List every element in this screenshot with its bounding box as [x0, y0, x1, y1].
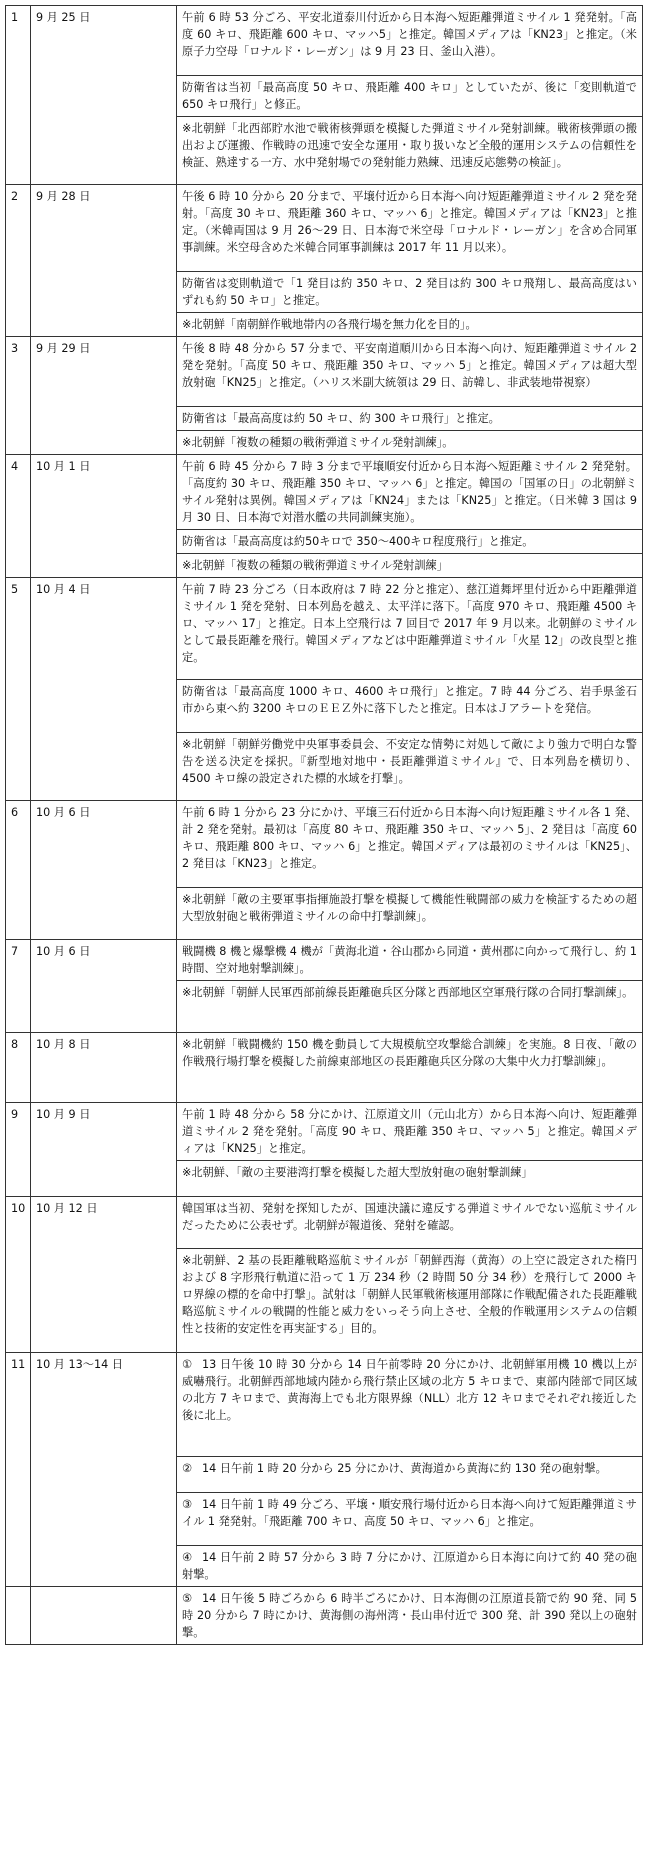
row-date-cell: [31, 1197, 177, 1353]
event-note-cell: [177, 1249, 643, 1353]
event-note-cell: [177, 1353, 643, 1457]
row-number: 5: [11, 583, 19, 596]
event-note-cell: [177, 1197, 643, 1249]
table-row: [6, 455, 643, 530]
event-note-text: 防衛省は「最高高度は約50キロで 350～400キロ程度飛行」と推定。: [182, 535, 534, 548]
event-note-cell: [177, 578, 643, 680]
row-date: 10 月 13～14 日: [36, 1358, 123, 1371]
event-note-text: ※北朝鮮「南朝鮮作戦地帯内の各飛行場を無力化を目的」。: [182, 318, 477, 331]
event-note-text: 防衛省は「最高高度は約 50 キロ、約 300 キロ飛行」と推定。: [182, 412, 500, 425]
row-date: 10 月 1 日: [36, 460, 91, 473]
event-note-text: 14 日午前 2 時 57 分から 3 時 7 分にかけ、江原道から日本海に向けて約 40 発の砲射撃。: [182, 1551, 637, 1581]
event-note-text: ※北朝鮮、2 基の長距離戦略巡航ミサイルが「朝鮮西海（黄海）の上空に設定された楕円および 8 字形飛行軌道に沿って 1 万 234 秒（2 時間 50 分 34 秒）を飛行して 2000 キロ界線の標的を命中打撃」。試射は「朝鮮人民軍戦術核運用部隊に作戦配備された長距離戦略巡航ミサイルの戦闘的性能と威力をいっそう向上させ、全般的作戦運用システムの信頼性と技術的安定性を再実証する」目的。: [182, 1254, 637, 1335]
event-note-text: ※北朝鮮「敵の主要軍事指揮施設打撃を模擬して機能性戦闘部の威力を検証するための超大型放射砲と戦術弾道ミサイルの命中打撃訓練」。: [182, 893, 637, 923]
event-note-text: 午前 6 時 53 分ごろ、平安北道泰川付近から日本海へ短距離弾道ミサイル 1 発発射。「高度 60 キロ、飛距離 600 キロ、マッハ5」と推定。韓国メディアは「KN23」と推定。（米原子力空母「ロナルド・レーガン」は 9 月 23 日、釜山入港）。: [182, 11, 637, 58]
row-number: 4: [11, 460, 19, 473]
row-date-cell: [31, 6, 177, 185]
event-note-text: 午前 6 時 45 分から 7 時 3 分まで平壌順安付近から日本海へ短距離ミサイル 2 発発射。「高度約 30 キロ、飛距離 350 キロ、マッハ 6」と推定。韓国の「国軍の日」の北朝鮮ミサイル発射は異例。韓国メディアは「KN24」または「KN25」と推定。（日米韓 3 国は 9 月 30 日、日本海で対潜水艦の共同訓練実施）。: [182, 460, 637, 524]
row-date-cell: [31, 337, 177, 455]
event-note-cell: [177, 554, 643, 578]
event-note-text: 午前 1 時 48 分から 58 分にかけ、江原道文川（元山北方）から日本海へ向け、短距離弾道ミサイル 2 発を発射。「高度 90 キロ、飛距離 350 キロ、マッハ 5」と推定。韓国メディアは「KN25」と推定。: [182, 1108, 637, 1155]
event-note-text: 13 日午後 10 時 30 分から 14 日午前零時 20 分にかけ、北朝鮮軍用機 10 機以上が威嚇飛行。北朝鮮西部地域内陸から飛行禁止区域の北方 5 キロまで、東部内陸部で同区域の北方 7 キロまで、黄海海上でも北方限界線（NLL）北方 12 キロまでそれぞれ接近した後に北上。: [182, 1358, 637, 1422]
table-row: [6, 185, 643, 272]
row-number: 11: [11, 1358, 26, 1371]
event-note-cell: [177, 801, 643, 888]
table-row: [6, 940, 643, 981]
table-row: [6, 337, 643, 407]
event-note-cell: [177, 733, 643, 801]
row-date-cell: [31, 1587, 177, 1645]
event-note-text: ※北朝鮮「北西部貯水池で戦術核弾頭を模擬した弾道ミサイル発射訓練。戦術核弾頭の搬出および運搬、作戦時の迅速で安全な運用・取り扱いなど全般的運用システムの信頼性を検証、熟達する一方、水中発射場での発射能力熟練、迅速反応態勢の検証」。: [182, 122, 637, 169]
row-date: 10 月 12 日: [36, 1202, 98, 1215]
event-note-cell: [177, 76, 643, 117]
event-note-text: 14 日午前 1 時 49 分ごろ、平壌・順安飛行場付近から日本海へ向けて短距離弾道ミサイル 1 発発射。「飛距離 700 キロ、高度 50 キロ、マッハ 6」と推定。: [182, 1498, 637, 1528]
event-note-cell: [177, 530, 643, 554]
event-note-text: ※北朝鮮「朝鮮人民軍西部前線長距離砲兵区分隊と西部地区空軍飛行隊の合同打撃訓練」。: [182, 986, 634, 999]
row-number-cell: [6, 1197, 31, 1353]
chronology-table-body: [6, 6, 643, 1645]
row-number: 6: [11, 806, 19, 819]
table-row: [6, 578, 643, 680]
row-date: 9 月 29 日: [36, 342, 91, 355]
row-number: 10: [11, 1202, 26, 1215]
event-note-text: 午前 6 時 1 分から 23 分にかけ、平壌三石付近から日本海へ向け短距離ミサイル各 1 発、計 2 発を発射。最初は「高度 80 キロ、飛距離 350 キロ、マッハ 5」、2 発目は「高度 60 キロ、飛距離 800 キロ、マッハ 6」と推定。韓国メディアは最初のミサイルは「KN25」、2 発目は「KN23」と推定。: [182, 806, 637, 870]
event-note-cell: [177, 680, 643, 733]
enumeration-marker: ③: [182, 1498, 193, 1511]
row-date-cell: [31, 940, 177, 1033]
row-number-cell: [6, 1587, 31, 1645]
event-note-cell: [177, 117, 643, 185]
row-number: 3: [11, 342, 19, 355]
row-date-cell: [31, 1033, 177, 1103]
event-note-cell: [177, 272, 643, 313]
event-note-cell: [177, 940, 643, 981]
row-number-cell: [6, 801, 31, 940]
chronology-table: [5, 5, 643, 1645]
row-date: 10 月 8 日: [36, 1038, 91, 1051]
event-note-text: 午前 7 時 23 分ごろ（日本政府は 7 時 22 分と推定）、慈江道舞坪里付近から中距離弾道ミサイル 1 発を発射、日本列島を越え、太平洋に落下。「高度 970 キロ、飛距離 4500 キロ、マッハ 17」と推定。日本上空飛行は 7 回目で 2017 年 9 月以来。北朝鮮のミサイルとして最長距離を飛行。韓国メディアなどは中距離弾道ミサイル「火星 12」の改良型と推定。: [182, 583, 637, 664]
row-number-cell: [6, 1033, 31, 1103]
event-note-text: 14 日午前 1 時 20 分から 25 分にかけ、黄海道から黄海に約 130 発の砲射撃。: [202, 1462, 607, 1475]
table-row: [6, 1353, 643, 1457]
row-date: 9 月 25 日: [36, 11, 91, 24]
row-number-cell: [6, 1353, 31, 1587]
event-note-cell: [177, 1103, 643, 1161]
enumeration-marker: ②: [182, 1462, 193, 1475]
row-number-cell: [6, 337, 31, 455]
event-note-cell: [177, 1457, 643, 1493]
table-row: [6, 801, 643, 888]
event-note-cell: [177, 431, 643, 455]
row-date-cell: [31, 578, 177, 801]
event-note-text: 午後 6 時 10 分から 20 分まで、平壌付近から日本海へ向け短距離弾道ミサイル 2 発を発射。「高度 30 キロ、飛距離 360 キロ、マッハ 6」と推定。韓国メディアは「KN23」と推定。（米韓両国は 9 月 26～29 日、日本海で米空母「ロナルド・レーガン」を含め合同軍事訓練。米空母含めた米韓合同軍事訓練は 2017 年 11 月以来）。: [182, 190, 637, 254]
enumeration-marker: ①: [182, 1358, 193, 1371]
event-note-text: 14 日午後 5 時ごろから 6 時半ごろにかけ、日本海側の江原道長箭で約 90 発、同 5 時 20 分から 7 時にかけ、黄海側の海州湾・長山串付近で 300 発、計 390 発以上の砲射撃。: [182, 1592, 637, 1639]
row-number-cell: [6, 6, 31, 185]
event-note-text: 防衛省は当初「最高高度 50 キロ、飛距離 400 キロ」としていたが、後に「変則軌道で 650 キロ飛行」と修正。: [182, 81, 637, 111]
row-number-cell: [6, 185, 31, 337]
row-number: 1: [11, 11, 19, 24]
event-note-text: ※北朝鮮「戦闘機約 150 機を動員して大規模航空攻撃総合訓練」を実施。8 日夜、「敵の作戦飛行場打撃を模擬した前線東部地区の長距離砲兵区分隊の大集中火力打撃訓練」。: [182, 1038, 637, 1068]
row-date-cell: [31, 1103, 177, 1197]
row-number: 2: [11, 190, 19, 203]
event-note-text: 戦闘機 8 機と爆撃機 4 機が「黄海北道・谷山郡から同道・黄州郡に向かって飛行し、約 1 時間、空対地射撃訓練」。: [182, 945, 637, 975]
event-note-text: 韓国軍は当初、発射を探知したが、国連決議に違反する弾道ミサイルでない巡航ミサイルだったために公表せず。北朝鮮が報道後、発射を確認。: [182, 1202, 637, 1232]
event-note-cell: [177, 1587, 643, 1645]
table-row: [6, 1103, 643, 1161]
row-number-cell: [6, 578, 31, 801]
row-number-cell: [6, 455, 31, 578]
event-note-cell: [177, 1033, 643, 1103]
event-note-cell: [177, 981, 643, 1033]
event-note-cell: [177, 1161, 643, 1197]
event-note-text: ※北朝鮮「複数の種類の戦術弾道ミサイル発射訓練」。: [182, 436, 454, 449]
event-note-text: ※北朝鮮「複数の種類の戦術弾道ミサイル発射訓練」: [182, 559, 448, 572]
event-note-cell: [177, 313, 643, 337]
row-date: 10 月 4 日: [36, 583, 91, 596]
row-date-cell: [31, 801, 177, 940]
table-row: [6, 6, 643, 76]
event-note-cell: [177, 888, 643, 940]
event-note-cell: [177, 6, 643, 76]
event-note-cell: [177, 1493, 643, 1546]
row-number: 7: [11, 945, 19, 958]
event-note-text: 防衛省は「最高高度 1000 キロ、4600 キロ飛行」と推定。7 時 44 分ごろ、岩手県釜石市から東へ約 3200 キロのＥＥＺ外に落下したと推定。日本はＪアラートを発信。: [182, 685, 637, 715]
row-date: 10 月 9 日: [36, 1108, 91, 1121]
event-note-cell: [177, 1546, 643, 1587]
row-date-cell: [31, 185, 177, 337]
event-note-cell: [177, 407, 643, 431]
row-number: 9: [11, 1108, 19, 1121]
table-row: [6, 1587, 643, 1645]
enumeration-marker: ④: [182, 1551, 193, 1564]
event-note-text: ※北朝鮮「朝鮮労働党中央軍事委員会、不安定な情勢に対処して敵により強力で明白な警告を送る決定を採択。『新型地対地中・長距離弾道ミサイル』で、日本列島を横切り、4500 キロ線の設定された標的水域を打撃」。: [182, 738, 637, 785]
table-row: [6, 1197, 643, 1249]
row-date-cell: [31, 455, 177, 578]
row-date: 9 月 28 日: [36, 190, 91, 203]
row-number-cell: [6, 1103, 31, 1197]
event-note-cell: [177, 185, 643, 272]
row-date-cell: [31, 1353, 177, 1587]
event-note-cell: [177, 455, 643, 530]
event-note-text: 防衛省は変則軌道で「1 発目は約 350 キロ、2 発目は約 300 キロ飛翔し、最高高度はいずれも約 50 キロ」と推定。: [182, 277, 637, 307]
row-number-cell: [6, 940, 31, 1033]
row-number: 8: [11, 1038, 19, 1051]
table-row: [6, 1033, 643, 1103]
row-date: 10 月 6 日: [36, 806, 91, 819]
row-date: 10 月 6 日: [36, 945, 91, 958]
enumeration-marker: ⑤: [182, 1592, 193, 1605]
event-note-text: 午後 8 時 48 分から 57 分まで、平安南道順川から日本海へ向け、短距離弾道ミサイル 2 発を発射。「高度 50 キロ、飛距離 350 キロ、マッハ 5」と推定。韓国メディアは超大型放射砲「KN25」と推定。（ハリス米副大統領は 29 日、訪韓し、非武装地帯視察）: [182, 342, 637, 389]
event-note-cell: [177, 337, 643, 407]
event-note-text: ※北朝鮮、「敵の主要港湾打撃を模擬した超大型放射砲の砲射撃訓練」: [182, 1166, 533, 1179]
